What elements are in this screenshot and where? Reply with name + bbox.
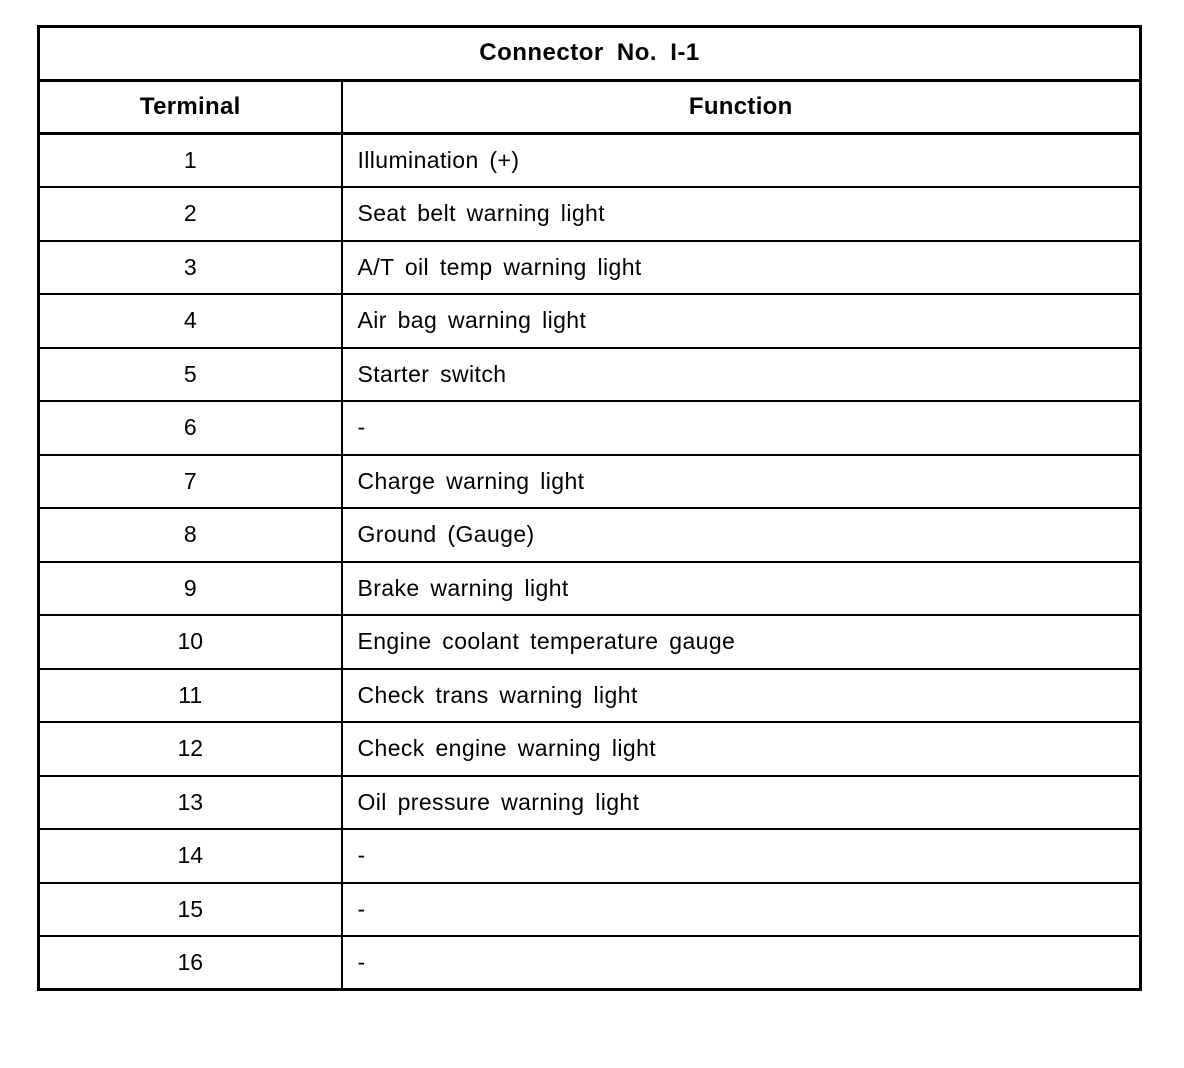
table-row [39,722,1141,776]
function-cell: Seat belt warning light [342,187,1141,241]
function-cell: - [342,829,1141,883]
terminal-cell: 8 [39,508,342,562]
terminal-cell: 6 [39,401,342,455]
function-cell: Engine coolant temperature gauge [342,615,1141,669]
function-cell: Illumination (+) [342,134,1141,188]
table-body [39,134,1141,990]
terminal-cell: 11 [39,669,342,723]
terminal-cell: 2 [39,187,342,241]
terminal-cell: 4 [39,294,342,348]
terminal-cell: 5 [39,348,342,402]
table-row [39,936,1141,990]
terminal-cell: 1 [39,134,342,188]
terminal-cell: 16 [39,936,342,990]
table-row [39,829,1141,883]
table-row [39,669,1141,723]
table-row [39,401,1141,455]
function-cell: - [342,401,1141,455]
function-cell: A/T oil temp warning light [342,241,1141,295]
function-cell: Charge warning light [342,455,1141,509]
terminal-cell: 3 [39,241,342,295]
table-row [39,455,1141,509]
table-title: Connector No. I-1 [39,27,1141,81]
table-row [39,883,1141,937]
table-row [39,776,1141,830]
terminal-cell: 9 [39,562,342,616]
connector-table [37,25,1142,991]
terminal-cell: 10 [39,615,342,669]
function-cell: - [342,936,1141,990]
terminal-cell: 15 [39,883,342,937]
terminal-cell: 14 [39,829,342,883]
table-row [39,615,1141,669]
table-row [39,187,1141,241]
function-cell: Starter switch [342,348,1141,402]
function-cell: - [342,883,1141,937]
table-row [39,562,1141,616]
table-row [39,348,1141,402]
table-row [39,134,1141,188]
function-cell: Brake warning light [342,562,1141,616]
table-header-row [39,80,1141,134]
terminal-cell: 7 [39,455,342,509]
table-row [39,508,1141,562]
table-row [39,294,1141,348]
function-cell: Oil pressure warning light [342,776,1141,830]
function-cell: Ground (Gauge) [342,508,1141,562]
terminal-cell: 13 [39,776,342,830]
table-row [39,241,1141,295]
function-cell: Check trans warning light [342,669,1141,723]
function-header: Function [342,80,1141,134]
terminal-cell: 12 [39,722,342,776]
table-title-row [39,27,1141,81]
function-cell: Check engine warning light [342,722,1141,776]
terminal-header: Terminal [39,80,342,134]
function-cell: Air bag warning light [342,294,1141,348]
